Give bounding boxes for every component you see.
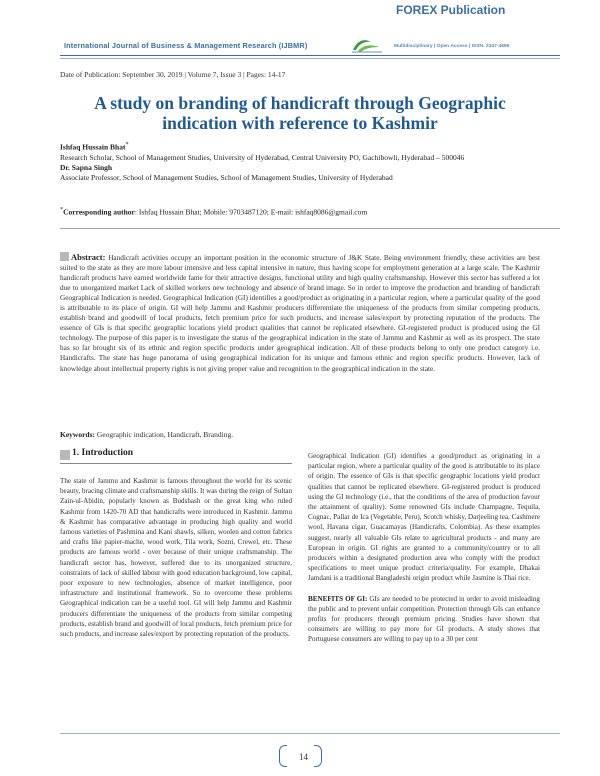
corresponding-details: : Ishfaq Hussain Bhat; Mobile: 9703487120; E-mail: ishfaq8086@gmail.com	[134, 207, 368, 217]
section-marker-icon	[60, 450, 70, 460]
intro-paragraph-1: The state of Jammu and Kashmir is famous throughout the world for its scenic beauty, bracing climate and craftsmanship skills. It was during the reign of Sultan Zain-ul-Abidin, popularly known as Budshash or the great king who ruled Kashmir from 1420-70 AD that handicrafts were introduced in Kashmir. Jammu & Kashmir has comparative advantage in producing high quality and world famous varieties of Pashmina and Kani shawls, silken, woolen and cotton fabrics and crafts like papier-mache, wood work, Tila work, Sozni, Crewel, etc. These products are famous world - over because of their unique craftsmanship. The handicraft sector has, however, suffered due to its unorganized structure, constraints of lack of skilled labour with good education background, low capital, poor exposure to new technologies, absence of market intelligence, poor infrastructure and institutional framework. So to overcome these problems Geographical indication can be a useful tool. GI will help Jammu and Kashmir producers differentiate the uniqueness of the products from similar competing products, establish brand and goodwill of local products, fetch premium price for such products, and increase sales/export by protecting reputation of the products.	[60, 477, 292, 639]
author-2-affiliation: Associate Professor, School of Management Studies, School of Management Studies, University of Hyderabad	[60, 172, 393, 182]
author-block	[60, 140, 540, 183]
keywords-text: Geographic indication, Handicraft, Branding.	[95, 430, 234, 439]
body-column-left	[60, 476, 292, 639]
section-heading-underline	[60, 463, 292, 464]
paper-title: A study on branding of handicraft through Geographic indication with reference to Kashmir	[94, 93, 506, 133]
body-column-right	[308, 451, 540, 645]
publisher-name: FOREX Publication	[396, 3, 506, 17]
benefits-paragraph	[308, 594, 540, 645]
author-1-affiliation: Research Scholar, School of Management Studies, University of Hyderabad, Central University PO, Gachibowli, Hyderabad – 500046	[60, 152, 465, 162]
author-1-mark: *	[125, 141, 129, 148]
keywords-label: Keywords:	[60, 430, 95, 439]
header-divider-thin	[60, 58, 560, 59]
page-header	[0, 0, 600, 64]
section-heading-text: 1. Introduction	[72, 448, 134, 458]
intro-paragraph-2: Geographical Indication (GI) identifies a good/product as originating in a particular region, where a particular quality of the good is attributable to its place of origin. The essence of GIs is that specific geographic locations yield product qualities that cannot be replicated elsewhere. GI-registered product is produced using the GI technology (i.e., that the conditions of the area of production favour the attainment of quality). Some renowned GIs include Champagne, Tequila, Cognac, Pallar de Ica (Vegetable, Peru), Scotch whisky, Darjeeling tea, Cashmere wool, Havana cigar, Guacamayas (Handicrafts, Colombia). As these examples suggest, nearly all valuable GIs relate to agricultural products - and many are European in origin. GI rights are granted to a community/country or to all producers within a designated production area who comply with the product specifications to meet unique product criteria/quality. For example, Dhakai Jamdani is a traditional Bangladeshi origin product while Jasmine is Thai rice.	[308, 452, 540, 583]
benefits-text: GIs are needed to be protected in order to avoid misleading the public and to prevent unfair competition. Protection through GIs can enhance profits for producers through premium pricing. Studies have shown that consumers are willing to pay more for GI products. A study shows that Portuguese consumers are willing to pay up to a 30 per cent	[308, 594, 540, 644]
footer-divider	[60, 733, 560, 734]
section-heading	[60, 448, 297, 461]
corresponding-author	[60, 206, 367, 217]
author-2-name: Dr. Sapna Singh	[60, 162, 113, 172]
abstract-text: Handicraft activities occupy an important position in the economic structure of J&K State. Being environment friendly, these activities are best suited to the state as they are more labour intensive and less capital intensive in nature, thus having scope for employment generation at a large scale. The Kashmir handicraft products have earned worldwide fame for their attractive designs, functional utility and high quality craftsmanship. However this sector has suffered a lot due to unorganized market Lack of skilled workers new technology and absence of brand image. So in order to improve the production and branding of handicraft Geographical Indication is needed. Geographical Indication (GI) identifies a good/product as originating in a particular region, where a particular quality of the good is attributable to its place of origin. GI will help Jammu and Kashmir producers differentiate the uniqueness of the products from similar competing products, establish brand and goodwill of local products, fetch premium price for such products, and increase sales/export by protecting reputation of the products. The essence of GIs is that specific geographic locations yield product qualities that cannot be replicated elsewhere. GI-registered product is produced using the GI technology. The purpose of this paper is to investigate the status of the geographical indication in the state of Jammu and Kashmir as well as its prospect. The state has so far brought six of its ethnic and region specific products under geographical indication. All of these products belong to only one product category i.e. Handicrafts. The state has huge panorama of using geographical indication for its unique and famous ethnic and region specific products. However, lack of knowledge about intellectual property rights is not giving proper value and recognition to the geographical indication in the state.	[60, 254, 541, 373]
corresponding-mark: *	[60, 206, 64, 213]
benefits-label: BENEFITS OF GI:	[308, 594, 368, 603]
forex-logo-icon	[349, 36, 385, 54]
journal-title: International Journal of Business & Management Research (IJBMR)	[64, 41, 308, 50]
author-1	[60, 140, 540, 153]
abstract-label: Abstract:	[71, 252, 106, 262]
abstract-marker-icon	[60, 252, 69, 261]
page-bracket-left	[279, 745, 287, 767]
abstract	[60, 252, 540, 374]
publisher-tagline: Multidisciplinary | Open Access | ISSN: 2347-4696	[394, 44, 510, 49]
header-divider	[60, 55, 560, 56]
keywords	[60, 430, 233, 439]
author-2	[60, 163, 540, 173]
corresponding-label: Corresponding author	[63, 207, 135, 217]
publication-info: Date of Publication: September 30, 2019 | Volume 7, Issue 3 | Pages: 14-17	[60, 70, 286, 79]
page-number: 14	[299, 752, 308, 762]
page-bracket-right	[314, 745, 322, 767]
author-1-name: Ishfaq Hussain Bhat	[60, 142, 126, 152]
section-divider	[60, 228, 560, 229]
